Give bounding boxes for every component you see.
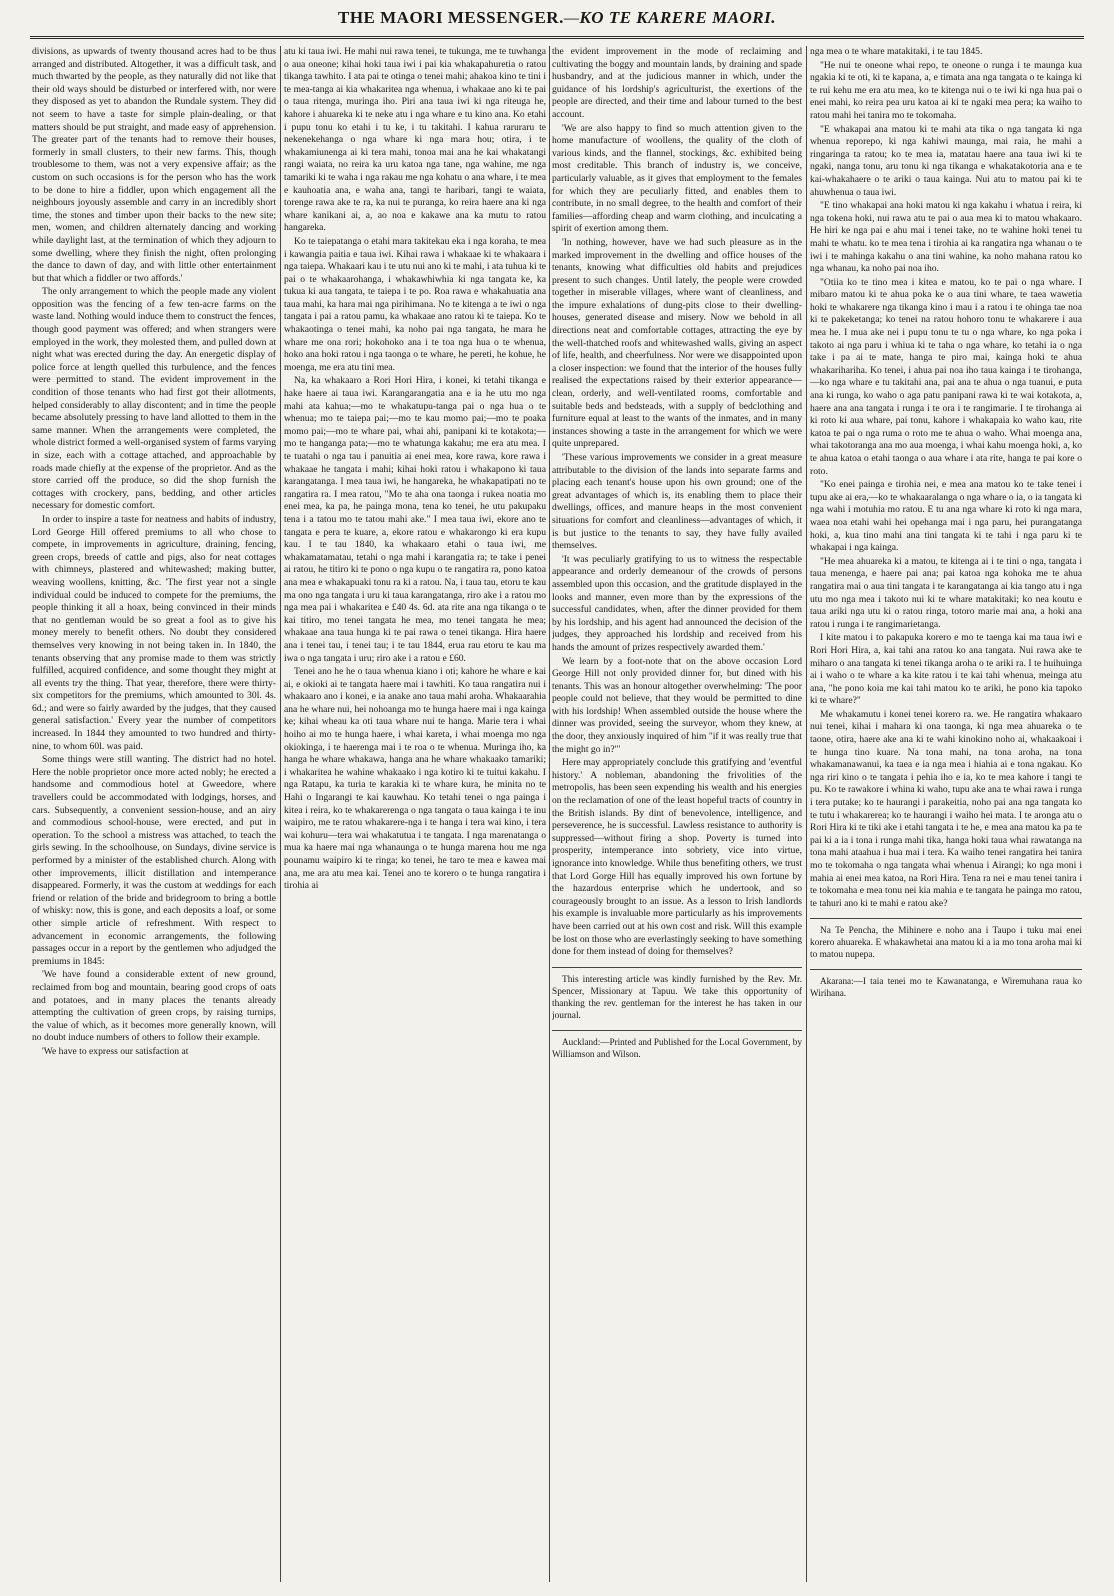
title-english: THE MAORI MESSENGER. (337, 8, 564, 27)
title-separator: — (563, 8, 580, 27)
section-rule (552, 1030, 802, 1031)
paragraph: 'We have to express our satisfaction at (42, 1045, 189, 1057)
paragraph: "E tino whakapai ana hoki matou ki nga kakahu i whatua i reira, ki nga tokena hoki, nui rawa atu te pai o aua mea ki to matou whakaaro. He hiri ke nga pai e ahu mai i tenei take, no te wahine hoki tenei tu mahi te whatu. ko te mea tena i tirohia ai ka rangatira nga whanau o te iwi i te mahinga kakahu o ana tini wahine, ka noho mahana ratou ko nga whanau, ka noho pai noa iho. (810, 200, 1082, 275)
paragraph: Some things were still wanting. The district had no hotel. Here the noble proprietor once more acted nobly; he erected a handsome and commodious hotel at Gweedore, where travellers could be accommodated with lodgings, horses, and cars. Subsequently, a convenient session-house, and an airy and commodious school-house, were erected, and put in operation. To the school a mistress was attached, to teach the girls sewing. In the schoolhouse, on Sundays, divine service is performed by a minister of the established church. Along with other improvements, illicit distillation and intemperance disappeared. Formerly, it was the custom at weddings for each friend or relation of the bride and bridegroom to bring a bottle of whisky: now, this is gone, and each deposits a loaf, or some other simple article of refreshment. With respect to advancement in economic arrangements, the following passages occur in a report by the gentlemen who adjudged the premiums in 1845: (32, 754, 276, 967)
paragraph: "Ko enei painga e tirohia nei, e mea ana matou ko te take tenei i tupu ake ai era,—ko te whakaaralanga o nga whare o ia, o ia tangata ki nga wahi i motuhia mo ratou. E tu ana nga whare ki roto ki nga mara, waea noa etahi wahi hei opehanga mai i nga paru, hei purangatanga hoki, a, kua tino mahi ana tini tangata ki te tahi i nga paru ki te whakapai i nga kainga. (810, 479, 1082, 554)
section-rule (810, 969, 1082, 970)
section-rule (552, 967, 802, 968)
paragraph: Tenei ano he he o taua whenua kiano i oti; kahore he whare e kai ai, e okioki ai te tangata haere mai i tawhiti. Ko taua rangatira nui i whakaaro ano i konei, e ia anake ano taua mahi aroha. Whakaarahia ana he whare nui, hei nohoanga mo te hunga haere mai i nga kainga ke; kihai wheau ka oti taua whare nui te hanga. Marie tera i whai hoiho ai mo te hunga haere, i whai kareta, i whai moenga mo nga okiokinga, i te haerenga mai i te roa o te whenua. Muringa iho, ka hanga he whare whakawa, hanga ana he whare whakaako tamariki; i whakaritea he wahine whakaako i nga kotiro ki te tuitui kakahu. I nga Ratapu, ka turia te karakia ki te whare kura, he minita no te Hahi o Ingarangi te kai kauwhau. Ko tetahi tenei o nga painga i kitea i reira, ko te whakarerenga o nga tangata o taua kainga i te inu waipiro, me te ratou whakarere-nga i te hanga i tera wai kino, i tera wai kohuru—tera wai whakatutua i te tangata. I nga marenatanga o mua ka haere mai nga whanaunga o te hunga marena hou me nga pounamu waipiro ki te ringa; ko tenei, he taro te mea e kawea mai ana, me ara atu mea kai. Tenei ano te korero o te hunga rangatira i tirohia ai (284, 666, 546, 892)
paragraph: Here may appropriately conclude this gratifying and 'eventful history.' A nobleman, abandoning the frivolities of the metropolis, has been seen expending his wealth and his energies on the reclamation of one of the least hopeful tracts of country in the British islands. By dint of benevolence, intelligence, and perseverence, he is successful. Lawless resistance to authority is suppressed—without firing a shop. Poverty is turned into prosperity, intemperance into sobriety, vice into virtue, ignorance into knowledge. While thus benefiting others, we trust that Lord Gorge Hill has equally improved his own fortune by the hazardous enterprise which he undertook, and so courageously brought to an issue. As a lesson to Irish landlords his example is invaluable more particularly as his improvements have been carried out at his own cost and risk. Will this example be lost on those who are everlastingly seeking to have something done for them instead of doing for themselves? (552, 757, 802, 958)
paragraph: Ko te taiepatanga o etahi mara takitekau eka i nga koraha, te mea i kawangia paitia e taua iwi. Kihai rawa i whakaae ki te whakaara i nga taiepa. Whakaari kau i te utu nui ano ki te mahi, i ata tuhua ki te pai o te whakaarohanga, i whakawhiwhia ki nga tangata ke, ka tukua ki aua tangata, te taiepa i te po. Roa rawa e whakahuatia ana taua mahi, ka hara mai nga pirihimana. No te kitenga a te iwi o nga tangata i pai a ratou pamu, ka whakaae ano ratou ki te taiepa. Ko te whakaotinga o tenei mahi, ka noho pai nga tangata, he mara he whare me ona rori; hokohoko ana i te toa nga hua o te whenua, hoko ana hoki ratou i nga taonga o te whare, he pereti, he kohue, he moenga, me era atu tini mea. (284, 235, 546, 373)
paragraph: The only arrangement to which the people made any violent opposition was the fencing of a few ten-acre farms on the waste land. Nothing would induce them to construct the fences, though good payment was offered; and when strangers were employed in the work, they molested them, and pulled down at night what was erected during the day. An energetic display of police force at length quelled this turbulence, and the fences were permitted to stand. The evident improvement in the condition of those tenants who had first got their allotments, helped considerably to allay discontent; and in time the people became absolutely pressing to have land allotted to them in the same manner. When the arrangements were completed, the whole district formed a well-organised system of farms varying in size, each with a cottage attached, and approachable by roads made chiefly at the expense of the proprietor. And as the store carried off the produce, so did the shop furnish the cottages with crockery, pans, bedding, and other articles necessary for domestic comfort. (32, 286, 276, 512)
paragraph: divisions, as upwards of twenty thousand acres had to be thus arranged and distributed. Altogether, it was a difficult task, and much thwarted by the people, as they naturally did not like that their old ways should be disturbed or interfered with, nor were they disposed as yet to abandon the Rundale system. They did not seem to have a taste for simple plain-dealing, or that matters should be put straight, and made easy of apprehension. The greater part of the tenants had to remove their houses, formerly in small clusters, to their new farms. This, though troublesome to them, was not a very expensive affair; as the custom on such occasions is for the person who has the work to be done to hire a fiddler, upon which engagement all the neighbours joyously assemble and carry in an incredibly short time, the stones and timber upon their backs to the new site; men, women, and children alternately dancing and working while daylight last, at the termination of which they adjourn to some dwelling, where they finish the night, often prolonging the dance to dawn of day, and with little other entertainment but that which a fiddler or two affords.' (32, 46, 276, 284)
paragraph: 'We are also happy to find so much attention given to the home manufacture of woollens, the quality of the cloth of various kinds, and the flannel, stockings, &c. exhibited being most creditable. This branch of industry is, we conceive, particularly valuable, as it gives that employment to the females for which they are peculiarly fitted, and enables them to contribute, in no small degree, to the health and comfort of their families—affording cheap and warm clothing, and inculcating a spirit of exertion among them. (552, 122, 802, 235)
paragraph: We learn by a foot-note that on the above occasion Lord George Hill not only provided dinner for, but dined with his tenants. This was an honour altogether overwhelming: 'The poor people could not believe, that they would be permitted to dine with his lordship! When assembled outside the house where the dinner was provided, seeing the surveyor, whom they knew, at the door, they anxiously inquired of him "if it was really true that the might go in?"' (552, 655, 802, 755)
paragraph: 'We have found a considerable extent of new ground, reclaimed from bog and mountain, bearing good crops of oats and potatoes, and in many places the tenants already attempting the cultivation of green crops, by raising turnips, the value of which, as it becomes more generally known, will no doubt induce numbers of others to follow their example. (32, 969, 276, 1044)
paragraph: "E whakapai ana matou ki te mahi ata tika o nga tangata ki nga whenua reporepo, ki nga kahiwi maunga, mai raia, he mahi a ringaringa ta ratou; ko te mea ia, matatau haere ana taua iwi ki te ngaki, nanga tonu, aru tonu ki nga tikanga e whakatakotoria ana e te kai-whakahaere o te ariki o taua kainga. Nui atu to matou pai ki te ahuwhenua o taua iwi. (810, 123, 1082, 198)
imprint: Auckland:—Printed and Published for the Local Government, by Williamson and Wilson. (552, 1036, 802, 1059)
paragraph: In order to inspire a taste for neatness and habits of industry, Lord George Hill offered premiums to all who chose to compete, in improvements in agriculture, draining, fencing, green crops, breeds of cattle and pigs, also for neat cottages with chimneys, plastered and whitewashed; making butter, weaving woollens, knitting, &c. 'The first year not a single individual could be induced to compete for the premiums, the people thinking it all a hoax, being convinced in their minds that no gentleman would be so great a fool as to give his money merely to benefit others. No doubt they considered themselves very knowing in not being taken in. In 1840, the tenants observing that any promise made to them was strictly fulfilled, acquired confidence, and some thought they might at all events try the thing. That year, therefore, there were thirty-six competitors for the premiums, which amounted to 30l. 4s. 6d.; and were so fairly awarded by the judges, that they caused general satisfaction.' Every year the number of competitors increased. In 1844 they amounted to two hundred and thirty-nine, to whom 60l. was paid. (32, 513, 276, 752)
column-maori-1 (284, 46, 546, 1586)
paragraph: the evident improvement in the mode of reclaiming and cultivating the boggy and mountain lands, by draining and spade husbandry, and at the judicious manner in which, under the guidance of his lordship's agriculturist, the exertions of the people are directed, and their time and labour turned to the best account. (552, 46, 802, 120)
paragraph: Me whakamutu i konei tenei korero ra. we. He rangatira whakaaro nui tenei, kihai i mahara ki ona taonga, ki nga mea ahuareka o te taone, otira, haere ake ana ki te wahi kinokino noho ai, whakaakoai i te hunga tino kuare. Na tona mahi, na tona aroha, na tona whakamanawanui, ka taea e ia nga mea i hiahia ai e tona ngakau. Ko nga riri kino o te tangata i pehia iho e ia, ko te mea kahore i tangi te pu. Ko te rawakore i whina ki waho, tupu ake ana te whai rawa i runga i tera putake; ko te haurangi i parakeitia, noho pai ana nga tangata ko te tutu i whakarerea; ko te haurangi i waiho hei mata. I te aronga atu o Rori Hira ki te tiki ake i etahi tangata i te he, e mea ana matou ka pa te pai ki a ia i tona i runga mahi tika, hanga hoki taua whai rawatanga na tona mahi ataahua i hua mai i tera. Ka waiho tenei rangatira hei tanira mo te tokomaha o nga tangata whai whenua i Airangi; ko nga moni i mahia ai enei mea katoa, na Rori Hira. Tena ra nei e mau tenei tanira i te tokomaha e mea tonu nei kia mahia e te tangata he painga mo ratou, te tahuri ano ki te mahi e ratou ake? (810, 708, 1082, 909)
editor-note: This interesting article was kindly furnished by the Rev. Mr. Spencer, Missionary at Tapuu. We take this opportunity of thanking the rev. gentleman for the interest he has taken in our journal. (552, 974, 802, 1021)
header-rule (30, 36, 1084, 39)
column-divider (549, 46, 550, 1582)
column-maori-2 (810, 46, 1082, 1586)
column-english-1 (32, 46, 276, 1586)
section-rule (810, 918, 1082, 919)
paragraph: Na, ka whakaaro a Rori Hori Hira, i konei, ki tetahi tikanga e hake haere ai taua iwi. Karangarangatia ana e ia he utu mo nga mahi ata kahua;—mo te whakatupu-tanga pai o nga hua o te whenua; mo te taiepa pai;—mo te kau momo pai;—mo te poaka momo pai;—mo te whare pai, whai ahi, panipani ki te kotakota;—mo te hanganga pata;—mo te whatunga kakahu; me era atu mea. I te tuatahi o nga tau i panuitia ai enei mea, kore rawa, kore rawa i whakaae he tangata i mahi; kihai hoki ratou i whakapono ki taua karangatanga. I mea taua iwi, he hangareka, he whakapatipati no te rangatira ra. I mea ratou, "Mo te aha ona taonga i rukea noatia mo enei mea, ka pa, he painga mona, tena ko tenei, he utu pakupaku tena i a tatou mo te tatou mahi ake." I mea taua iwi, ekore ano te tangata e pera te kuare, a, ekore ratou e whakarongo ki era kupu kau. I te tau 1840, ka whakaaro etahi o taua iwi, me whakamatamatau, tetahi o nga mahi i karangatia ra; te take i penei ai ratou, he titiro ki te pono o nga kupu o te rangatira ra, pono katoa ana mea e whakapuaki tonu ra ki a ratou. Na, i taua tau, etoru te kau ma ono nga tangata i uru ki taua karangatanga, riro ake i a ratou mo nga mea pai i whakaritea e £40 4s. 6d. ata rite ana nga tikanga o te kai titiro, mo tenei tangata he mea, mo tenei tangata he mea; whakaae ana taua hunga ki te pai rawa o tenei tikanga. Hira haere ana i tenei tau, i tenei tau; i te tau 1844, erua rau etoru te kau ma iwa o nga tangata i uru; riro ake i a ratou e £60. (284, 375, 546, 664)
masthead (30, 8, 1084, 38)
paragraph: 'These various improvements we consider in a great measure attributable to the division of the lands into separate farms and placing each tenant's house upon his own ground; one of the great advantages of which is, its enabling them to place their dwellings, offices, and manure heaps in the most convenient situations for comfort and cleanliness—advantages of which, it is but justice to the tenants to say, they have fully availed themselves. (552, 452, 802, 552)
paragraph: "Otiia ko te tino mea i kitea e matou, ko te pai o nga whare. I mibaro matou ki te ahua poka ke o aua tini whare, te taea wawetia hoki te whakarere nga tikanga kino i mau i a ratou i te ohinga tae noa ki te pakeketanga; ko tenei na ratou hohoro tonu te whakarere i aua mea he. I mua ake nei i pupu tonu te tu o nga whare, ko nga poka i takoto ai nga paru i whiua ki te taha o nga whare, ko tetahi ia o nga take i pa ai te mate, hanga te piro mai, kainga hoki te ahua whakarihariha. Ko tenei, i ahua pai noa iho taua kainga i te tirohanga,—ko nga whare e tu takitahi ana, pai ana te ahua o nga tuanui, e puta ana ki runga, ko waho o aga patu panipani rawa ki te wai kotakota, a, haere ana ana tangata i runga i te ora i te rangimarie. I te tirohanga ai ki roto ki aua whare, pai tonu, kahore i whakapaia ko waho kau, rite katoa te pai o nga ruma o roto me te ahua o waho. Whai moenga ana, whai takotoranga ana mo aua moenga, i whai kahu moenga hoki, a, ko te ahua katoa o etahi taonga o aua whare i ata rite, hanga te pai kore o roto. (810, 276, 1082, 477)
paragraph: atu ki taua iwi. He mahi nui rawa tenei, te tukunga, me te tuwhanga o aua oneone; kihai hoki taua iwi i pai kia whakapahuretia o ratou tikanga tawhito. I ata pai te otinga o tenei mahi; ahakoa kino te tini i te mea-tanga ai kia whakaritea nga whenua, i whakaae ano ki te pai o taua ritenga, muringa iho. Piri ana taua iwi ki nga riteuga he, kahore i ahuareka ki te neke atu i nga whare e tu kino ana. Ko etahi i pupu tonu ko etahi i tu ke, i tu takitahi. I kahua raruraru te nekenekehanga o nga whare ki nga mara hou; otira, i te whakamiunenga ai ki tera mahi, tonoa mai ana he kai whakatangi rangi waiata, no reira ka uru katoa nga tane, nga wahine, me nga tamariki ki te waha i nga rakau me nga kohatu o ana whare, i te mea e kauhoatia ana, e waha ana, tangi te haribari, tangi te waiata, torenge rawa ake te ra, ka nui te puranga, ko reira haere ana ki nga whare kanikani ai, a, ao noa e kakawe ana ka mutu to ratou hangareka. (284, 46, 546, 234)
editor-note: Na Te Pencha, the Mihinere e noho ana i Taupo i tuku mai enei korero ahuareka. E whakawhetai ana matou ki a ia mo tona aroha mai ki to matou nupepa. (810, 926, 1082, 961)
column-divider (806, 46, 807, 1582)
column-divider (280, 46, 281, 1582)
paragraph: "He nui te oneone whai repo, te oneone o runga i te maunga kua ngakia ki te oti, ki te kapana, a, e timata ana nga tangata o te kainga ki te rui kehu me era atu mea, ko te kitenga nui o te iwi ki nga hua pai o enei mahi, ko reira pea uru katoa ai ki te ngaki mea pera; ka waiho to ratou mahi hei tanira mo te tokomaha. (810, 59, 1082, 121)
paragraph: 'In nothing, however, have we had such pleasure as in the marked improvement in the dwelling and office houses of the tenants, knowing what difficulties old habits and prejudices present to such changes. Until lately, the people were crowded together in miserable villages, where want of cleanliness, and the impure exhalations of dung-pits close to their dwelling-houses, generated disease and misery. Now we behold in all directions neat and comfortable cottages, attracting the eye by the well-thatched roofs and whitewashed walls, giving an aspect of life, health, and cheerfulness. Nor were we disappointed upon a closer inspection: we found that the interior of the houses fully realised the expectations raised by their exterior appearance—clean, orderly, and well-ventilated rooms, comfortable and suitable beds and bedsteads, with a supply of bedclothing and furniture equal at least to the wants of the inmates, and in many instances showing a taste in the arrangement for which we were quite unprepared. (552, 236, 802, 450)
paragraph: "He mea ahuareka ki a matou, te kitenga ai i te tini o nga, tangata i taua menenga, e haere pai ana; pai katoa nga kohoka me te ahua rangatira mai o aua tini tangata i te karangatanga ai kia tango atu i nga utu mo nga mea i takoto nui ki te whare matakitaki; ko nea koutu e taua ariki nga utu ki o ratou ringa, totoro marie mai ana, a hoki ana ratou i runga i te rangimarietanga. (810, 555, 1082, 630)
column-english-2 (552, 46, 802, 1586)
paragraph: I kite matou i to pakapuka korero e mo te taenga kai ma taua iwi e Rori Hori Hira, a, kai tahi ana ratou ko ana tangata. Nui rawa ake te miharo o ana tangata ki tenei tikanga aroha o te ariki ra. I te huihuinga ai i waho o te whare a ka kite ratou i te kai tahi whenua, meinga atu ana, "he pono koia me kai tahi matou ko te ariki, he pono kia tapoko ki te whare?" (810, 632, 1082, 707)
paragraph: nga mea o te whare matakitaki, i te tau 1845. (810, 46, 983, 57)
imprint: Akarana:—I taia tenei mo te Kawanatanga, e Wiremuhana raua ko Wirihana. (810, 976, 1082, 999)
title-maori: KO TE KARERE MAORI. (579, 8, 777, 27)
paragraph: 'It was peculiarly gratifying to us to witness the respectable appearance and orderly demeanour of the crowds of persons assembled upon this occasion, and the gratitude displayed in the looks and manner, even more than by the expressions of the successful candidates, when, after the dinner provided for them by his lordship, and his agent had announced the decision of the judges, they approached his lordship and received from his hands the amount of prizes respectively awarded them.' (552, 553, 802, 653)
